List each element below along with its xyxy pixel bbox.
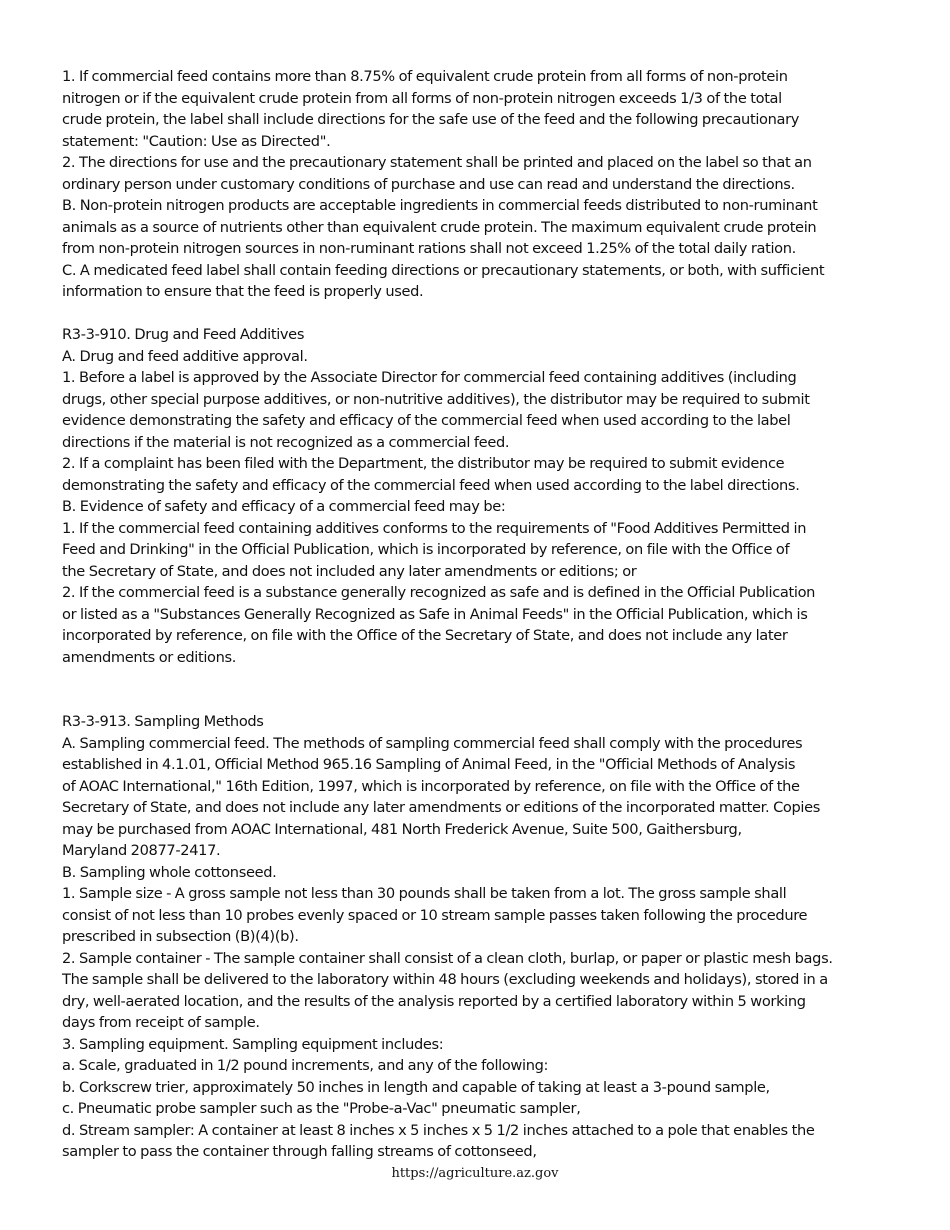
text-line: a. Scale, graduated in 1/2 pound increments, and any of the following: [62,1057,549,1074]
text-line: B. Non-protein nitrogen products are acceptable ingredients in commercial feeds distributed to non-ruminant [62,197,818,214]
text-line: directions if the material is not recognized as a commercial feed. [62,433,510,451]
section-heading: R3-3-910. Drug and Feed Additives [62,326,305,343]
section-r3-3-913 [62,711,888,1163]
text-line: B. Evidence of safety and efficacy of a commercial feed may be: [62,498,506,515]
text-line: animals as a source of nutrients other than equivalent crude protein. The maximum equivalent crude protein [62,218,817,236]
text-line: The sample shall be delivered to the laboratory within 48 hours (excluding weekends and holidays), stored in a [62,971,828,988]
section-nonprotein-nitrogen [62,66,888,303]
text-line: c. Pneumatic probe sampler such as the "Probe-a-Vac" pneumatic sampler, [62,1100,581,1117]
text-line: C. A medicated feed label shall contain feeding directions or precautionary statements, or both, with sufficient [62,261,825,279]
text-line: of AOAC International," 16th Edition, 1997, which is incorporated by reference, on file with the Office of the [62,777,800,795]
section-r3-3-910 [62,324,888,668]
footer-url: https://agriculture.az.gov [391,1166,559,1181]
text-line: ordinary person under customary conditions of purchase and use can read and understand the directions. [62,175,795,193]
text-line: consist of not less than 10 probes evenly spaced or 10 stream sample passes taken following the procedure [62,906,808,924]
text-line: 1. If commercial feed contains more than 8.75% of equivalent crude protein from all forms of non-protein [62,68,788,85]
text-line: 2. If the commercial feed is a substance generally recognized as safe and is defined in the Official Publication [62,584,816,601]
paragraph-spacer [62,303,888,325]
text-line: 1. Before a label is approved by the Associate Director for commercial feed containing additives (including [62,369,797,386]
text-line: sampler to pass the container through falling streams of cottonseed, [62,1143,537,1160]
text-line: information to ensure that the feed is properly used. [62,283,424,300]
text-line: the Secretary of State, and does not included any later amendments or editions; or [62,562,637,580]
text-line: or listed as a "Substances Generally Recognized as Safe in Animal Feeds" in the Official Publication, which is [62,605,808,623]
text-line: b. Corkscrew trier, approximately 50 inches in length and capable of taking at least a 3-pound sample, [62,1078,770,1096]
text-line: 3. Sampling equipment. Sampling equipment includes: [62,1035,444,1053]
text-line: crude protein, the label shall include directions for the safe use of the feed and the following precautionary [62,111,800,128]
text-line: nitrogen or if the equivalent crude protein from all forms of non-protein nitrogen exceeds 1/3 of the total [62,89,782,107]
text-line: drugs, other special purpose additives, or non-nutritive additives), the distributor may be required to submit [62,390,810,408]
text-line: evidence demonstrating the safety and efficacy of the commercial feed when used according to the label [62,412,791,429]
text-line: Maryland 20877-2417. [62,842,221,859]
section-heading: R3-3-913. Sampling Methods [62,713,264,730]
text-line: A. Drug and feed additive approval. [62,347,308,365]
text-line: prescribed in subsection (B)(4)(b). [62,928,299,945]
text-line: may be purchased from AOAC International, 481 North Frederick Avenue, Suite 500, Gaithersburg, [62,820,742,838]
text-line: demonstrating the safety and efficacy of the commercial feed when used according to the label directions. [62,476,800,494]
text-line: 2. Sample container - The sample container shall consist of a clean cloth, burlap, or paper or plastic mesh bags. [62,949,833,967]
text-line: 2. If a complaint has been filed with the Department, the distributor may be required to submit evidence [62,455,785,472]
text-line: B. Sampling whole cottonseed. [62,863,277,881]
text-line: 1. Sample size - A gross sample not less than 30 pounds shall be taken from a lot. The gross sample shall [62,885,787,902]
text-line: d. Stream sampler: A container at least 8 inches x 5 inches x 5 1/2 inches attached to a pole that enables the [62,1121,815,1139]
text-line: incorporated by reference, on file with the Office of the Secretary of State, and does not include any later [62,627,788,644]
text-line: established in 4.1.01, Official Method 965.16 Sampling of Animal Feed, in the "Official Methods of Analysis [62,756,796,773]
text-line: 2. The directions for use and the precautionary statement shall be printed and placed on the label so that an [62,154,812,171]
text-line: 1. If the commercial feed containing additives conforms to the requirements of "Food Additives Permitted in [62,519,807,537]
text-line: A. Sampling commercial feed. The methods of sampling commercial feed shall comply with the procedures [62,734,803,752]
text-line: statement: "Caution: Use as Directed". [62,132,331,150]
text-line: Feed and Drinking" in the Official Publication, which is incorporated by reference, on file with the Office of [62,541,790,558]
paragraph-spacer [62,668,888,711]
text-line: from non-protein nitrogen sources in non-ruminant rations shall not exceed 1.25% of the total daily ration. [62,240,796,257]
text-line: amendments or editions. [62,648,237,666]
document-body [62,66,888,1163]
text-line: Secretary of State, and does not include any later amendments or editions of the incorporated matter. Copies [62,799,820,816]
text-line: days from receipt of sample. [62,1014,260,1031]
text-line: dry, well-aerated location, and the results of the analysis reported by a certified laboratory within 5 working [62,992,806,1010]
